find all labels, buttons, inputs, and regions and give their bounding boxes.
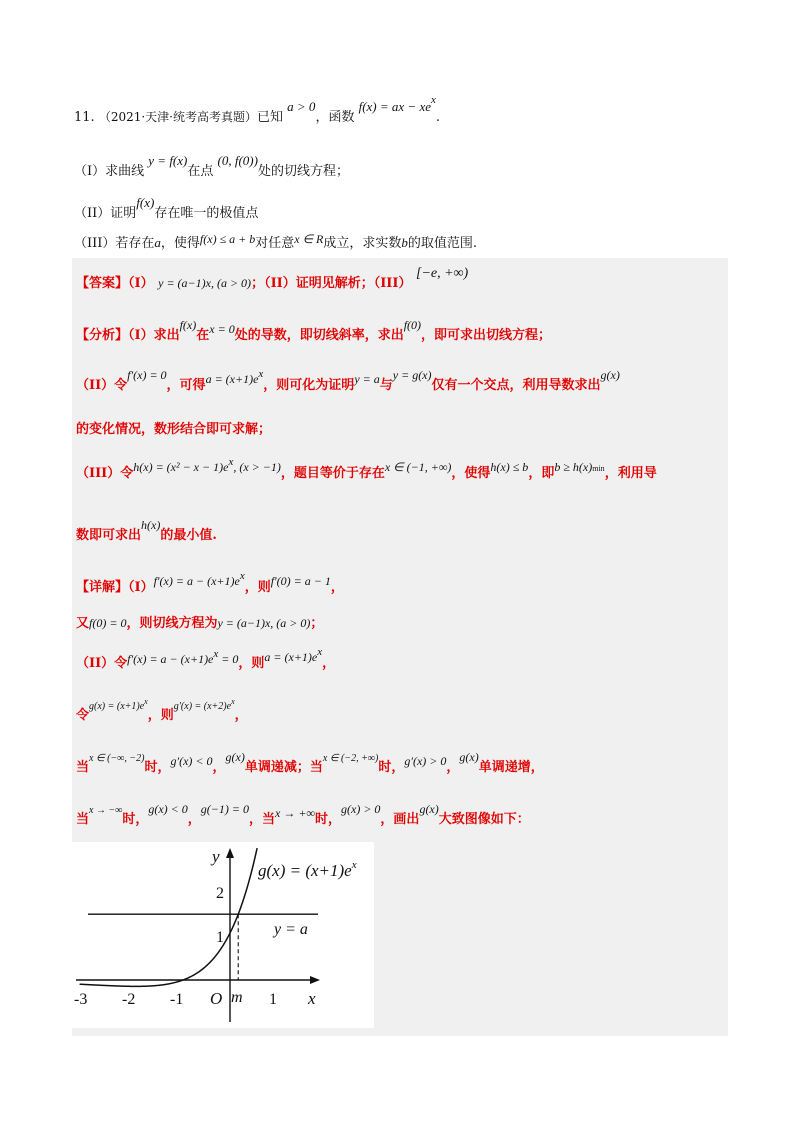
analysis-line-3: 的变化情况，数形结合即可求解； bbox=[76, 422, 272, 437]
question-part-3: （III）若存在a，使得f(x) ≤ a + b对任意x ∈ R成立，求实数b的取值范围. bbox=[74, 232, 478, 251]
detail-line-2: 又f(0) = 0，则切线方程为y = (a−1)x, (a > 0)； bbox=[76, 616, 324, 631]
x-tick-label-1: 1 bbox=[269, 991, 277, 1008]
question-source: （2021·天津·统考高考真题） bbox=[98, 110, 257, 124]
x-tick-label-neg3: -3 bbox=[74, 991, 88, 1008]
y-tick-label-1: 1 bbox=[216, 929, 224, 946]
x-tick-label-neg2: -2 bbox=[122, 991, 136, 1008]
question-line-1: 11. （2021·天津·统考高考真题）已知 a > 0，函数 f(x) = ax − $xe^x$. bbox=[74, 94, 441, 125]
function-definition: f(x) = ax − $xe^x$ bbox=[358, 94, 436, 114]
function-graph bbox=[72, 842, 374, 1028]
analysis-line-2: （II）令f′(x) = 0，可得a = (x+1)ex，则可化为证明y = a与y = g(x)仅有一个交点，利用导数求出g(x) bbox=[76, 368, 620, 393]
function-label: $g(x) = (x+1)e^x$ bbox=[258, 859, 357, 880]
y-axis-label: y bbox=[212, 847, 220, 866]
analysis-line-4: （III）令h(x) = (x² − x − 1)ex, (x > −1)，题目等价于存在x ∈ (−1, +∞)，使得h(x) ≤ b，即b ≥ h(x)min，利用导 bbox=[76, 456, 657, 481]
origin-label: O bbox=[210, 989, 223, 1008]
answer-line: 【答案】（I） y = (a−1)x, (a > 0)；（II）证明见解析；（III） [−e, +∞) bbox=[76, 266, 469, 291]
line-label: y = a bbox=[274, 921, 308, 938]
question-part-1: （I）求曲线 y = f(x)在点 (0, f(0))处的切线方程； bbox=[74, 153, 349, 179]
m-label: m bbox=[231, 989, 243, 1006]
question-number: 11. bbox=[74, 110, 95, 125]
x-tick-label-neg1: -1 bbox=[170, 991, 184, 1008]
detail-line-3: （II）令f′(x) = a − (x+1)ex = 0，则a = (x+1)ex， bbox=[76, 646, 336, 671]
detail-line-6: 当$^{x \to -\infty}$时，g(x) < 0，g(−1) = 0，当x → +∞时，g(x) > 0，画出g(x)大致图像如下： bbox=[76, 802, 530, 827]
y-tick-label-2: 2 bbox=[216, 885, 224, 902]
x-axis-label: x bbox=[308, 989, 316, 1008]
detail-line-1: 【详解】（I）f′(x) = a − (x+1)ex，则f′(0) = a − 1， bbox=[76, 570, 344, 595]
question-part-2: （II）证明f(x)存在唯一的极值点 bbox=[74, 195, 259, 221]
analysis-line-1: 【分析】（I）求出f(x)在x = 0处的导数，即切线斜率，求出f(0)，即可求出切线方程； bbox=[76, 318, 552, 343]
detail-line-5: 当$^{x \in (-\infty, -2)}$时，g′(x) < 0，g(x)单调递减；当$^{x \in (-2, +\infty)}$时，g′(x) > 0，g(x)单调递增， bbox=[76, 750, 544, 775]
condition-a: a > 0 bbox=[287, 99, 316, 114]
analysis-line-5: 数即可求出h(x)的最小值. bbox=[76, 518, 217, 543]
detail-line-4: 令$^{g(x) = (x+1)e^x}$，则$^{g'(x) = (x+2)e^x}$， bbox=[76, 697, 248, 723]
